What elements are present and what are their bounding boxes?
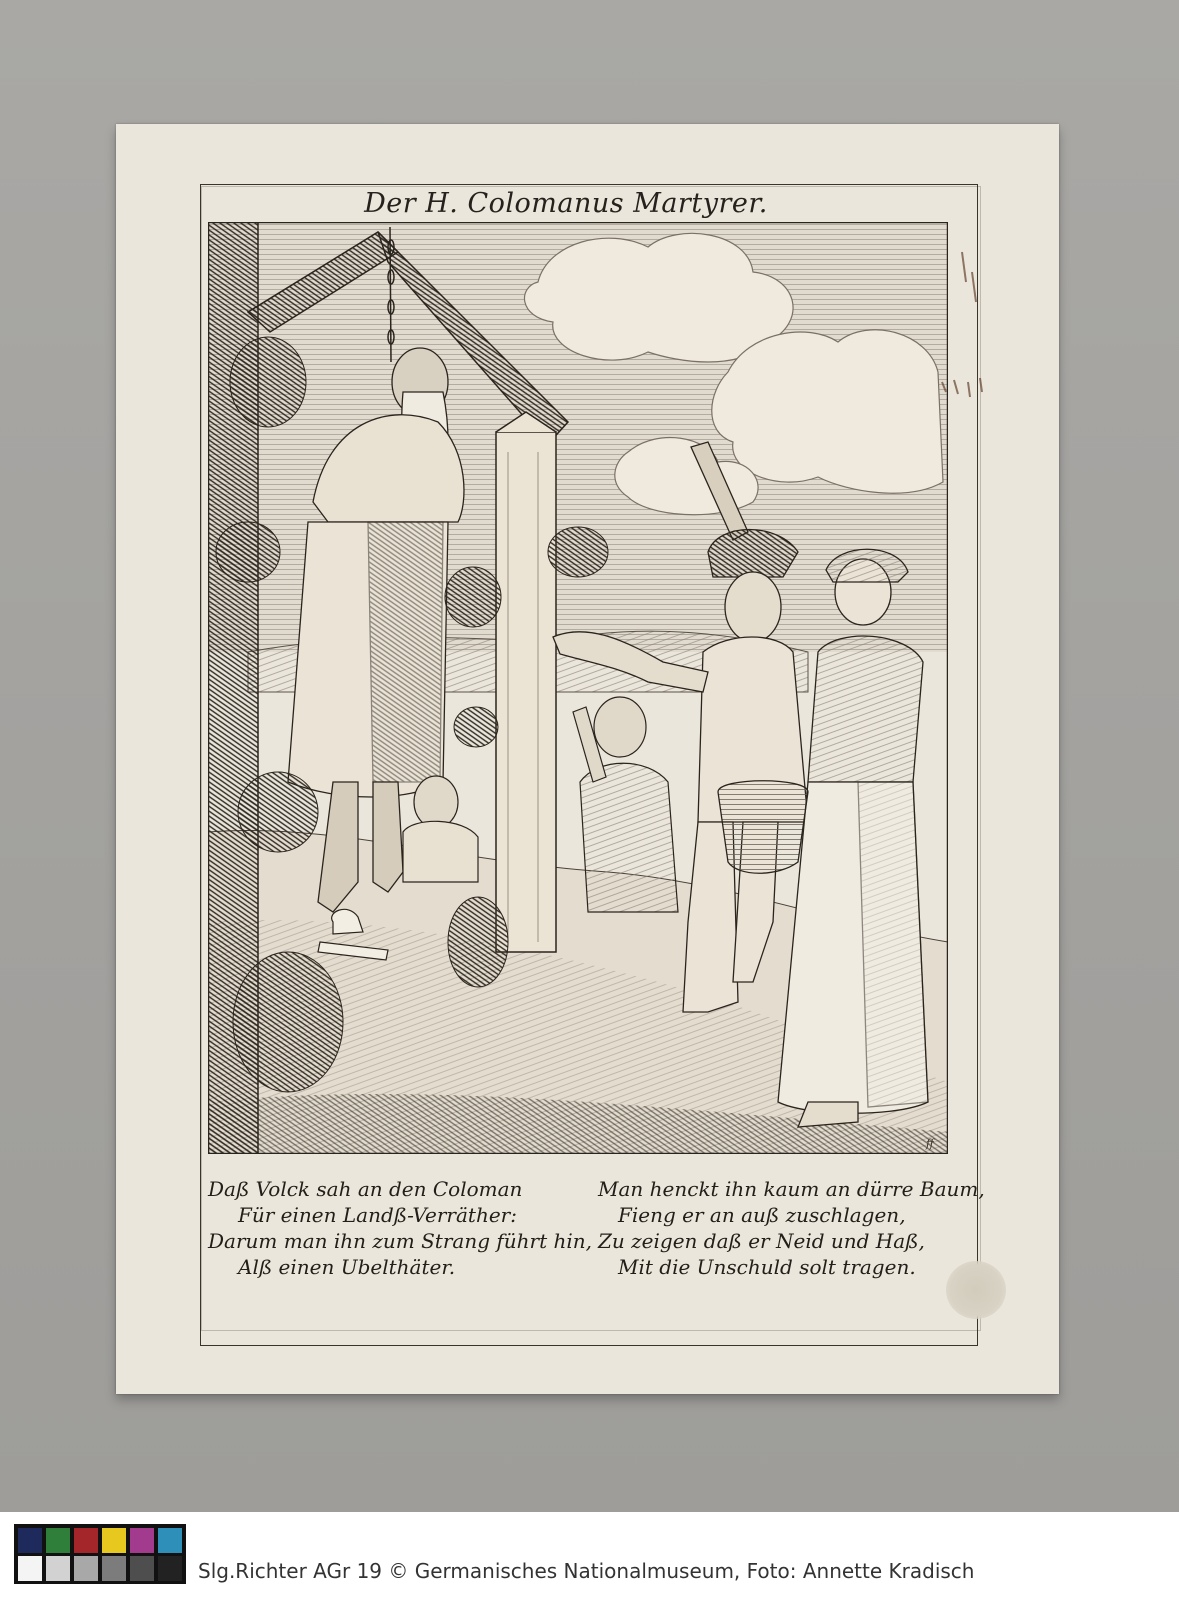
color-swatch — [102, 1528, 126, 1553]
photo-credit: Slg.Richter AGr 19 © Germanisches Nationalmuseum, Foto: Annette Kradisch — [198, 1559, 975, 1583]
verse-right — [598, 1176, 985, 1280]
verse-left — [208, 1176, 593, 1280]
paper-stain — [946, 1261, 1006, 1319]
verse-line: Fieng er an auß zuschlagen, — [618, 1203, 906, 1227]
verse-line: Zu zeigen daß er Neid und Haß, — [598, 1229, 925, 1253]
color-swatch — [46, 1556, 70, 1581]
margin-ink-marks — [932, 242, 992, 412]
verse-line: Darum man ihn zum Strang führt hin, — [208, 1229, 593, 1253]
engraver-signature: ff — [926, 1137, 934, 1150]
color-swatch — [130, 1556, 154, 1581]
onlooker-old-man — [573, 697, 678, 912]
color-swatch — [102, 1556, 126, 1581]
engraving-scene — [208, 222, 948, 1154]
color-swatch — [18, 1556, 42, 1581]
verse-line: Daß Volck sah an den Coloman — [208, 1177, 523, 1201]
color-swatch — [158, 1528, 182, 1553]
verse-line: Mit die Unschuld solt tragen. — [618, 1255, 916, 1279]
engraving-title: Der H. Colomanus Martyrer. — [364, 188, 768, 219]
verse-line: Alß einen Ubelthäter. — [238, 1255, 456, 1279]
color-swatch — [18, 1528, 42, 1553]
verse-line: Man henckt ihn kaum an dürre Baum, — [598, 1177, 985, 1201]
footer — [0, 1512, 1179, 1600]
verse-line: Für einen Landß-Verräther: — [238, 1203, 517, 1227]
color-swatch — [130, 1528, 154, 1553]
print-sheet — [116, 124, 1059, 1394]
color-swatch — [74, 1528, 98, 1553]
color-calibration-chart — [14, 1524, 186, 1584]
color-swatch — [74, 1556, 98, 1581]
color-swatch — [158, 1556, 182, 1581]
color-swatch — [46, 1528, 70, 1553]
